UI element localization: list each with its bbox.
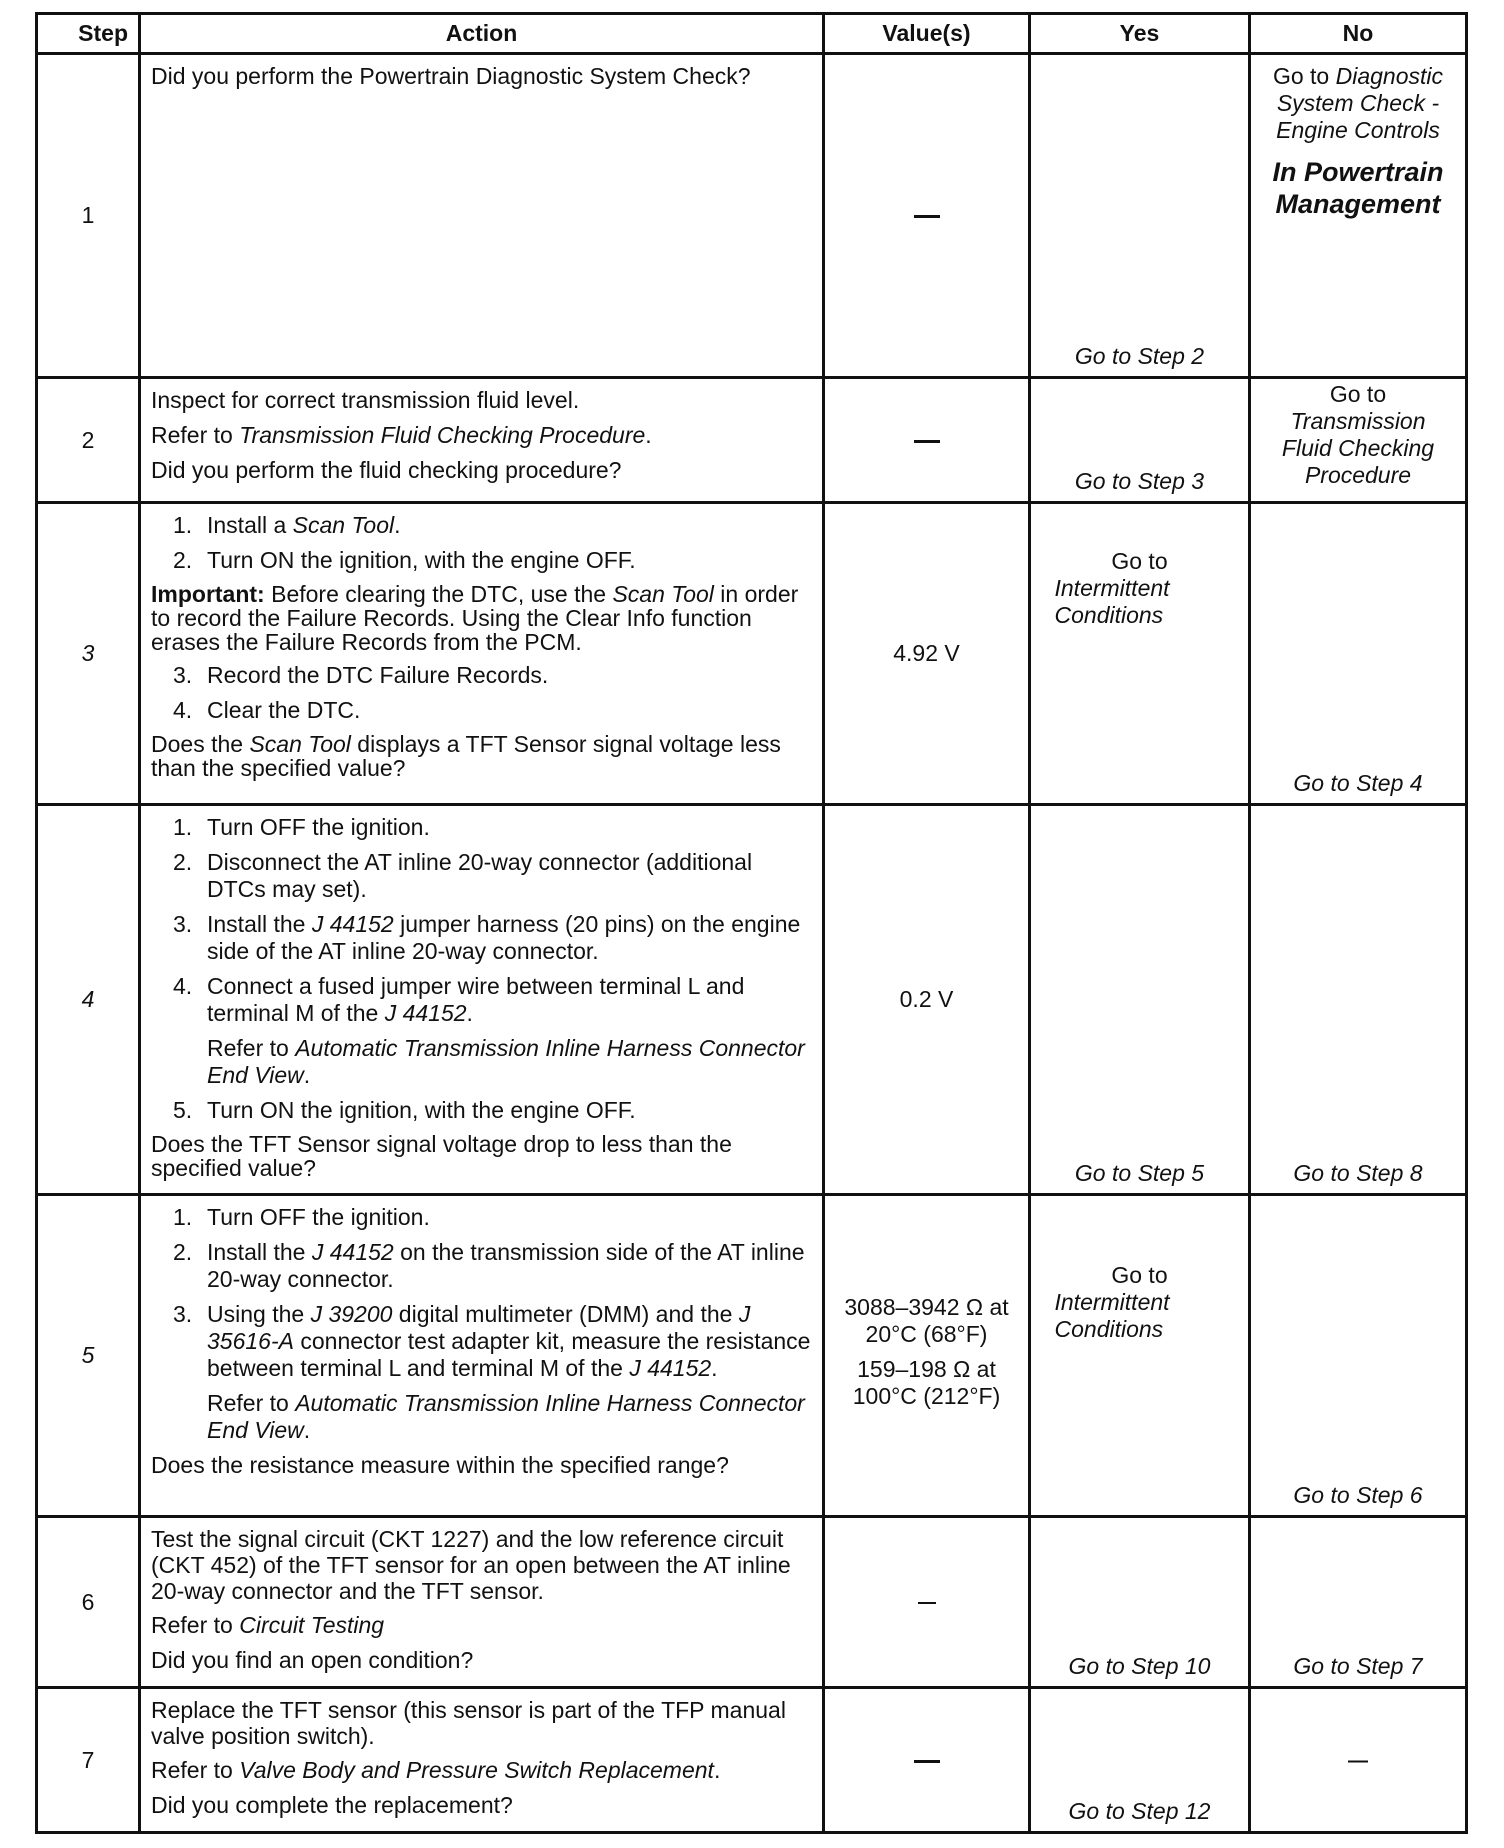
important-note: Important: Before clearing the DTC, use the Scan Tool in order to record the Failure Records. Using the Clear Info function erases the Failure Records from the PCM. xyxy=(151,581,799,655)
action-text: Replace the TFT sensor (this sensor is part of the TFP manual valve position switch). xyxy=(151,1697,786,1749)
no-cell xyxy=(1250,1688,1467,1833)
list-item: 1. Turn OFF the ignition. xyxy=(173,1204,430,1230)
yes-cell xyxy=(1030,54,1250,378)
action-question: Does the resistance measure within the specified range? xyxy=(151,1452,729,1478)
step-number: 2 xyxy=(37,378,140,503)
step-number: 6 xyxy=(37,1517,140,1688)
no-goto[interactable]: Go to Transmission Fluid Checking Procedure xyxy=(1281,381,1435,488)
no-cell xyxy=(1250,1517,1467,1688)
action-question: Did you perform the Powertrain Diagnostic System Check? xyxy=(151,63,751,89)
action-question: Does the Scan Tool displays a TFT Sensor signal voltage less than the specified value? xyxy=(151,731,781,781)
yes-cell xyxy=(1030,805,1250,1195)
no-goto[interactable]: Go to Step 7 xyxy=(1293,1653,1423,1679)
no-value xyxy=(1251,1747,1465,1774)
step-number: 7 xyxy=(37,1688,140,1833)
yes-cell xyxy=(1030,1688,1250,1833)
header-value: Value(s) xyxy=(824,14,1030,54)
action-text: Inspect for correct transmission fluid level. xyxy=(151,387,580,413)
no-goto[interactable]: Go to Step 6 xyxy=(1293,1482,1423,1508)
dash-icon xyxy=(918,1602,936,1604)
header-action: Action xyxy=(140,14,824,54)
reference-link[interactable]: Valve Body and Pressure Switch Replacement xyxy=(239,1757,714,1783)
action-question: Does the TFT Sensor signal voltage drop to less than the specified value? xyxy=(151,1131,732,1181)
action-reference: Refer to Valve Body and Pressure Switch Replacement. xyxy=(151,1757,721,1783)
yes-goto[interactable]: Go to Step 3 xyxy=(1074,468,1205,494)
reference-link[interactable]: Transmission Fluid Checking Procedure xyxy=(239,422,646,448)
yes-goto[interactable]: Go to Intermittent Conditions xyxy=(1054,548,1170,628)
reference-link[interactable]: Circuit Testing xyxy=(239,1612,385,1638)
list-item: 3. Record the DTC Failure Records. xyxy=(173,662,549,688)
action-question: Did you perform the fluid checking procedure? xyxy=(151,457,622,483)
value-cell xyxy=(824,1517,1030,1688)
step-number: 1 xyxy=(37,54,140,378)
action-reference: Refer to Circuit Testing xyxy=(151,1612,385,1638)
no-goto[interactable]: Go to Step 8 xyxy=(1293,1160,1423,1186)
value-cell: 0.2 V xyxy=(824,805,1030,1195)
action-cell xyxy=(140,54,824,378)
step-number: 5 xyxy=(37,1195,140,1517)
list-item: 2. Disconnect the AT inline 20-way connector (additional DTCs may set). xyxy=(173,849,753,902)
action-cell xyxy=(140,503,824,805)
list-item: 5. Turn ON the ignition, with the engine OFF. xyxy=(173,1097,636,1123)
action-cell xyxy=(140,805,824,1195)
action-cell xyxy=(140,1517,824,1688)
value-cell xyxy=(824,54,1030,378)
header-yes: Yes xyxy=(1030,14,1250,54)
value-cell xyxy=(824,378,1030,503)
reference-link[interactable]: Scan Tool xyxy=(292,512,395,538)
value-range-100c: 159–198 Ω at 100°C (212°F) xyxy=(852,1355,1001,1409)
no-cell xyxy=(1250,54,1467,378)
yes-cell xyxy=(1030,378,1250,503)
list-item: 4. Clear the DTC. xyxy=(173,697,361,723)
value-range-20c: 3088–3942 Ω at 20°C (68°F) xyxy=(844,1293,1009,1347)
action-cell xyxy=(140,1195,824,1517)
no-goto[interactable]: Go to Diagnostic System Check - Engine Controls xyxy=(1272,63,1444,143)
table-row-step-6 xyxy=(37,1517,1467,1688)
action-text: Test the signal circuit (CKT 1227) and the low reference circuit (CKT 452) of the TFT sensor for an open between the AT inline 20-way connector and the TFT sensor. xyxy=(151,1526,791,1604)
no-cell xyxy=(1250,378,1467,503)
no-goto[interactable]: Go to Step 4 xyxy=(1293,770,1423,796)
dash-icon xyxy=(914,1760,940,1763)
list-item: 3. Install the J 44152 jumper harness (20 pins) on the engine side of the AT inline 20-way connector. xyxy=(173,911,801,964)
action-reference: Refer to Transmission Fluid Checking Procedure. xyxy=(151,422,652,448)
action-question: Did you complete the replacement? xyxy=(151,1792,513,1818)
list-item: 4. Connect a fused jumper wire between terminal L and terminal M of the J 44152. xyxy=(173,973,745,1026)
value-cell xyxy=(824,1688,1030,1833)
table-row-step-1 xyxy=(37,54,1467,378)
yes-goto[interactable]: Go to Intermittent Conditions xyxy=(1054,1262,1170,1342)
no-goto-location: In Powertrain Management xyxy=(1272,157,1444,219)
list-item: 2. Install the J 44152 on the transmission side of the AT inline 20-way connector. xyxy=(173,1239,805,1292)
yes-cell xyxy=(1030,1195,1250,1517)
action-cell xyxy=(140,1688,824,1833)
no-cell xyxy=(1250,805,1467,1195)
table-row-step-3 xyxy=(37,503,1467,805)
list-item: 1. Install a Scan Tool. xyxy=(173,512,401,538)
list-item: 1. Turn OFF the ignition. xyxy=(173,814,430,840)
action-reference: Refer to Automatic Transmission Inline Harness Connector End View. xyxy=(207,1390,805,1443)
header-row xyxy=(37,14,1467,54)
yes-cell xyxy=(1030,503,1250,805)
step-number: 3 xyxy=(37,503,140,805)
diagnostic-table xyxy=(35,12,1468,1834)
dash-icon xyxy=(914,215,940,218)
yes-cell xyxy=(1030,1517,1250,1688)
action-reference: Refer to Automatic Transmission Inline Harness Connector End View. xyxy=(207,1035,805,1088)
dash-icon xyxy=(1348,1760,1368,1762)
table-row-step-4 xyxy=(37,805,1467,1195)
yes-goto[interactable]: Go to Step 12 xyxy=(1068,1798,1211,1824)
no-cell xyxy=(1250,1195,1467,1517)
yes-goto[interactable]: Go to Step 5 xyxy=(1074,1160,1205,1186)
reference-link[interactable]: Automatic Transmission Inline Harness Connector End View xyxy=(207,1035,805,1088)
step-number: 4 xyxy=(37,805,140,1195)
action-question: Did you find an open condition? xyxy=(151,1647,474,1673)
header-step: Step xyxy=(37,14,140,54)
reference-link[interactable]: Automatic Transmission Inline Harness Connector End View xyxy=(207,1390,805,1443)
yes-goto[interactable]: Go to Step 2 xyxy=(1074,343,1205,369)
dash-icon xyxy=(914,440,940,443)
table-row-step-2 xyxy=(37,378,1467,503)
list-item: 2. Turn ON the ignition, with the engine OFF. xyxy=(173,547,636,573)
value-cell xyxy=(824,1195,1030,1517)
list-item: 3. Using the J 39200 digital multimeter (DMM) and the J 35616-A connector test adapter kit, measure the resistance between terminal L and terminal M of the J 44152. xyxy=(173,1301,811,1381)
table-row-step-5 xyxy=(37,1195,1467,1517)
table-row-step-7 xyxy=(37,1688,1467,1833)
action-cell xyxy=(140,378,824,503)
header-no: No xyxy=(1250,14,1467,54)
yes-goto[interactable]: Go to Step 10 xyxy=(1068,1653,1211,1679)
value-cell: 4.92 V xyxy=(824,503,1030,805)
no-cell xyxy=(1250,503,1467,805)
